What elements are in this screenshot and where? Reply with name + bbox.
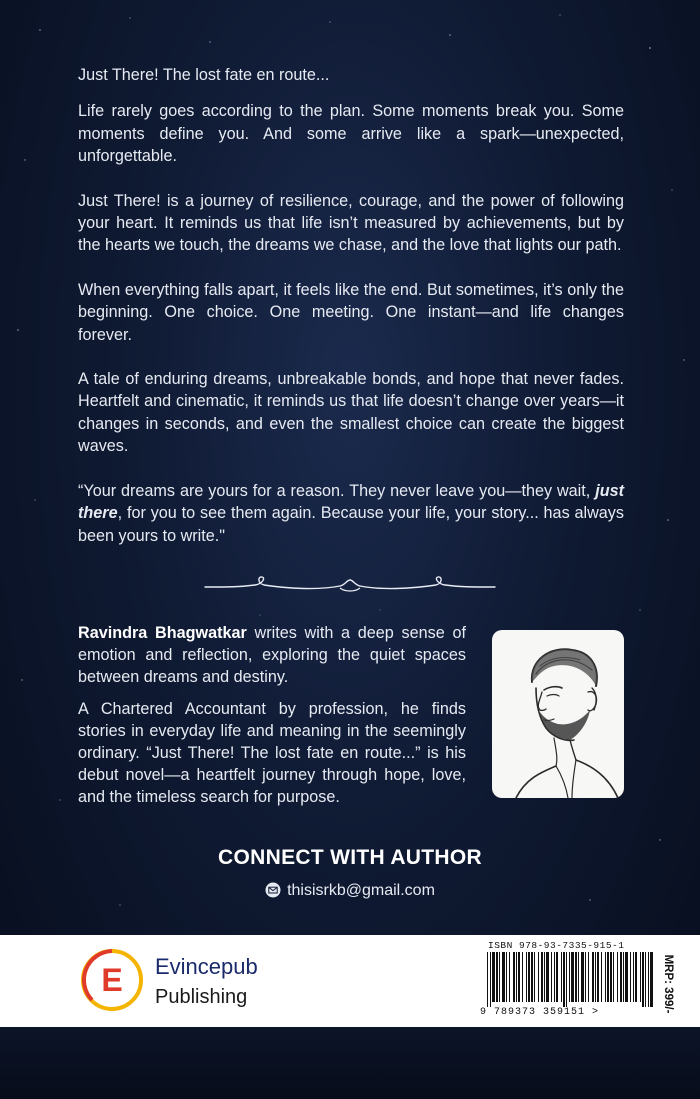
- blurb-paragraph-1: Life rarely goes according to the plan. Some moments break you. Some moments define you. And some arrive like a spark—unexpected, unforgettable.: [78, 102, 624, 166]
- publisher-logo-icon: [80, 948, 144, 1012]
- mrp-price: MRP: 399/-: [662, 954, 674, 1014]
- barcode-bar: [617, 952, 618, 1002]
- isbn-label: ISBN 978-93-7335-915-1: [488, 940, 625, 951]
- barcode-bar: [496, 952, 498, 1002]
- barcode-bar: [554, 952, 555, 1002]
- ornamental-divider: [200, 572, 500, 598]
- barcode-bar: [578, 952, 579, 1002]
- blurb-paragraph-3: When everything falls apart, it feels like the end. But sometimes, it’s only the beginning. One choice. One meeting. One instant—and life changes forever.: [78, 280, 624, 344]
- blurb-paragraph-4: A tale of enduring dreams, unbreakable bonds, and hope that never fades. Heartfelt and cinematic, it reminds us that life doesn’t change over years—it changes in seconds, and even the smallest choice can create the biggest waves.: [78, 370, 624, 456]
- author-sketch-illustration: [492, 630, 624, 798]
- barcode-bar: [640, 952, 641, 1002]
- connect-heading: CONNECT WITH AUTHOR: [218, 846, 482, 869]
- blurb-paragraph-2: Just There! is a journey of resilience, courage, and the power of following your heart. It reminds us that life isn’t measured by achievements, but by the hearts we touch, the dreams we chase, and the love that lights our path.: [78, 191, 624, 255]
- bio-paragraph-1: [78, 622, 466, 688]
- barcode-bar: [546, 952, 549, 1002]
- barcode-bar: [492, 952, 495, 1002]
- email-row: [0, 882, 700, 900]
- barcode-digits: 9 789373 359151 >: [480, 1007, 600, 1018]
- barcode-bar: [561, 952, 562, 1002]
- barcode-bar: [538, 952, 539, 1002]
- barcode-bar: [528, 952, 530, 1002]
- barcode-bar: [531, 952, 533, 1002]
- publisher-name-line-1: Evincepub: [155, 954, 258, 979]
- barcode-bar: [487, 952, 488, 1007]
- barcode-bar: [581, 952, 584, 1002]
- barcode-bar: [605, 952, 606, 1002]
- bottom-strip: [0, 1027, 700, 1099]
- barcode-bar: [534, 952, 535, 1002]
- barcode-bar: [650, 952, 653, 1007]
- quote-emphasis: just there: [78, 481, 624, 523]
- barcode-bar: [569, 952, 570, 1002]
- barcode-bar: [601, 952, 602, 1002]
- bio-paragraph-2: A Chartered Accountant by profession, he finds stories in everyday life and meaning in the seemingly ordinary. “Just There! The lost fate en route...” is his debut novel—a heartfelt journey through hope, love, and the timeless search for purpose.: [78, 700, 466, 806]
- quote-start: “Your dreams are yours for a reason. They never leave you—they wait,: [78, 481, 596, 500]
- blurb-quote: [78, 480, 624, 547]
- publisher-name-line-2: Publishing: [155, 986, 248, 1008]
- barcode-bar: [642, 952, 644, 1007]
- barcode-bar: [607, 952, 609, 1002]
- barcode-bar: [623, 952, 624, 1002]
- barcode-bar: [506, 952, 507, 1002]
- barcode-bar: [575, 952, 577, 1002]
- barcode-bar: [566, 952, 567, 1007]
- barcode-bar: [509, 952, 510, 1002]
- blurb-title-line: Just There! The lost fate en route...: [78, 66, 330, 84]
- barcode-bar: [526, 952, 527, 1002]
- barcode-bar: [563, 952, 565, 1007]
- barcode-bar: [551, 952, 552, 1002]
- barcode-bar: [518, 952, 520, 1002]
- email-icon: [265, 882, 281, 898]
- barcode-bar: [571, 952, 574, 1002]
- back-cover-blurb: [78, 64, 624, 569]
- barcode-bar: [490, 952, 491, 1007]
- barcode-bar: [635, 952, 637, 1002]
- barcode-bar: [625, 952, 628, 1002]
- barcode-bar: [513, 952, 515, 1002]
- isbn-barcode: [485, 952, 655, 1007]
- barcode-bar: [516, 952, 517, 1002]
- quote-end: , for you to see them again. Because your life, your story... has always been yours to write.": [78, 504, 624, 545]
- author-email[interactable]: thisisrkb@gmail.com: [287, 882, 435, 899]
- barcode-bar: [620, 952, 622, 1002]
- barcode-bar: [633, 952, 634, 1002]
- author-bio: [78, 622, 466, 818]
- barcode-bar: [502, 952, 505, 1002]
- barcode-bar: [630, 952, 631, 1002]
- barcode-bar: [648, 952, 649, 1007]
- barcode-bar: [499, 952, 500, 1002]
- logo-letter: E: [101, 962, 123, 998]
- barcode-bar: [556, 952, 558, 1002]
- author-name: Ravindra Bhagwatkar: [78, 624, 247, 642]
- barcode-bar: [541, 952, 543, 1002]
- barcode-bar: [610, 952, 612, 1002]
- bio-paragraph-1-rest: writes with a deep sense of emotion and reflection, exploring the quiet spaces between dreams and destiny.: [78, 624, 466, 686]
- barcode-bar: [588, 952, 589, 1002]
- barcode-bar: [522, 952, 523, 1002]
- barcode-bar: [645, 952, 646, 1007]
- barcode-bar: [595, 952, 596, 1002]
- barcode-bar: [544, 952, 545, 1002]
- barcode-bar: [613, 952, 614, 1002]
- author-portrait: [492, 630, 624, 798]
- barcode-bar: [597, 952, 599, 1002]
- barcode-bar: [585, 952, 586, 1002]
- barcode-bar: [592, 952, 594, 1002]
